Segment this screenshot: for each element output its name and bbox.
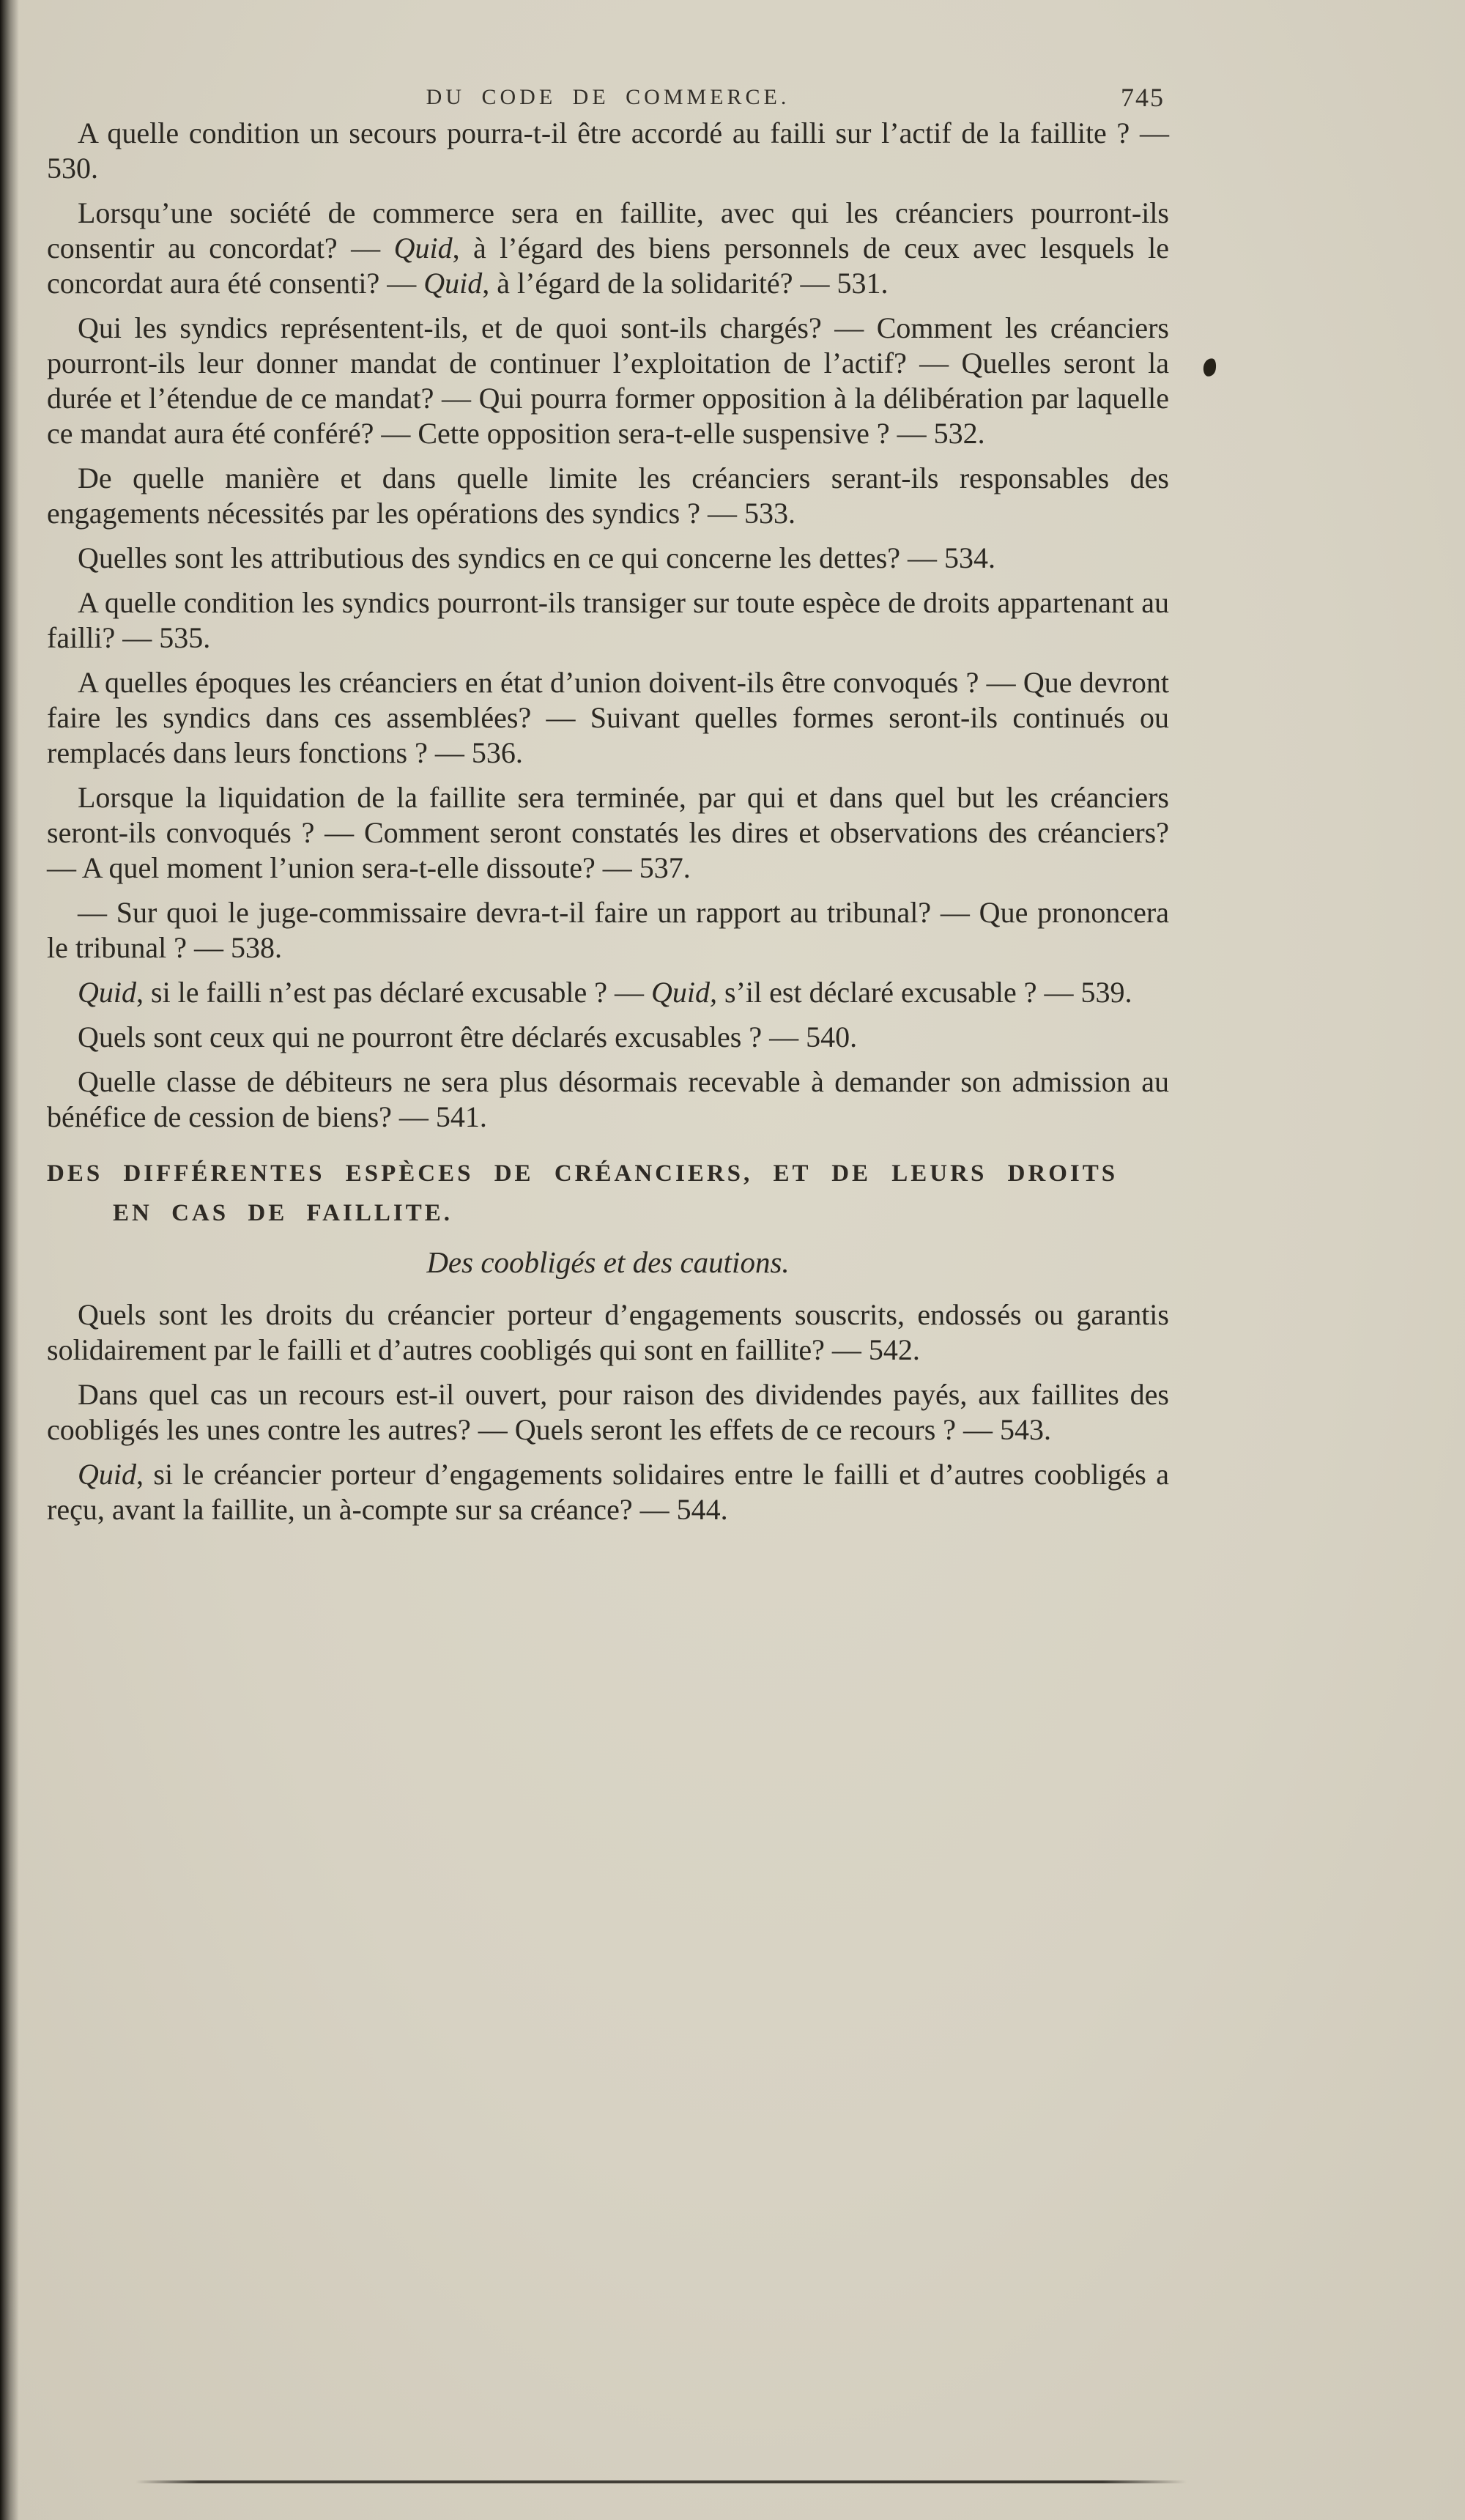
page-header — [47, 85, 1169, 117]
subsection-heading: Des coobligés et des cautions. — [426, 1245, 790, 1279]
paragraph — [47, 1020, 1169, 1055]
paragraph — [47, 585, 1169, 656]
paragraph — [47, 311, 1169, 451]
text-run: Quels sont les droits du créancier porteur d’engagements souscrits, endossés ou garantis solidairement par le failli et d’autres coobligés qui sont en faillite? — 542. — [47, 1298, 1169, 1366]
text-run: Quelle classe de débiteurs ne sera plus désormais recevable à demander son admission au bénéfice de cession de biens? — 541. — [47, 1065, 1169, 1133]
book-gutter-shadow — [0, 0, 19, 2520]
text-run: De quelle manière et dans quelle limite les créanciers serant-ils responsables des engagements nécessités par les opérations des syndics ? — 533. — [47, 462, 1169, 530]
text-run: s’il est déclaré excusable ? — 539. — [717, 976, 1132, 1009]
content-column — [47, 116, 1169, 1537]
text-run: , si le failli n’est pas déclaré excusable ? — — [136, 976, 652, 1009]
text-run: , si le créancier porteur d’engagements solidaires entre le failli et d’autres coobligés a reçu, avant la faillite, un à-compte sur sa créance? — 544. — [47, 1458, 1169, 1526]
paragraph — [47, 895, 1169, 966]
paragraph — [47, 1457, 1169, 1527]
text-run: A quelle condition les syndics pourront-ils transiger sur toute espèce de droits appartenant au failli? — 535. — [47, 586, 1169, 654]
section-heading-line: EN CAS DE FAILLITE. — [113, 1200, 453, 1226]
text-run: Quid, — [651, 976, 718, 1009]
page-number: 745 — [1121, 83, 1165, 112]
text-run: A quelle condition un secours pourra-t-il être accordé au failli sur l’actif de la faillite ? — 530. — [47, 116, 1169, 185]
paragraph — [47, 975, 1169, 1010]
text-run: Lorsqu’une société de commerce sera en faillite, avec qui les créanciers pourront-ils consentir au concordat? — — [47, 196, 1169, 264]
text-run: , à l’égard de la solidarité? — 531. — [482, 267, 889, 300]
text-run: , à l’égard des biens personnels de ceux avec lesquels le concordat aura été consenti? — — [47, 231, 1169, 300]
text-run: Quid — [78, 1458, 136, 1491]
paragraph — [47, 1297, 1169, 1368]
content-blocks — [47, 116, 1169, 1527]
paragraph — [47, 541, 1169, 576]
text-run: Dans quel cas un recours est-il ouvert, pour raison des dividendes payés, aux faillites des coobligés les unes contre les autres? — Quels seront les effets de ce recours ? — 543. — [47, 1378, 1169, 1446]
paragraph — [47, 196, 1169, 301]
paragraph — [47, 461, 1169, 531]
paragraph — [47, 1064, 1169, 1135]
text-run: Quels sont ceux qui ne pourront être déclarés excusables ? — 540. — [78, 1020, 858, 1053]
paragraph — [47, 665, 1169, 771]
bottom-scan-line — [136, 2480, 1187, 2483]
text-run: Lorsque la liquidation de la faillite sera terminée, par qui et dans quel but les créanciers seront-ils convoqués ? — Comment seront constatés les dires et observations des créanciers? — A quel moment l’union sera-t-elle dissoute? — 537. — [47, 781, 1169, 884]
text-run: Quid — [423, 267, 483, 300]
paragraph — [47, 116, 1169, 186]
text-run: Quid — [78, 976, 136, 1009]
text-run: A quelles époques les créanciers en état d’union doivent-ils être convoqués ? — Que devront faire les syndics dans ces assemblées? — Suivant quelles formes seront-ils continués ou remplacés dans leurs fonctions ? — 536. — [47, 666, 1169, 769]
ink-blot — [1202, 357, 1217, 377]
section-heading — [47, 1154, 1169, 1233]
text-run: — Sur quoi le juge-commissaire devra-t-il faire un rapport au tribunal? — Que prononcera le tribunal ? — 538. — [47, 896, 1169, 964]
paragraph — [47, 1377, 1169, 1448]
paragraph — [47, 780, 1169, 886]
text-run: Quelles sont les attributious des syndics en ce qui concerne les dettes? — 534. — [78, 541, 996, 574]
running-title: DU CODE DE COMMERCE. — [426, 85, 790, 109]
text-run: Qui les syndics représentent-ils, et de quoi sont-ils chargés? — Comment les créanciers pourront-ils leur donner mandat de continuer l’exploitation de l’actif? — Quelles seront la durée et l’étendue de ce mandat? — Qui pourra former opposition à la délibération par laquelle ce mandat aura été conféré? — Cette opposition sera-t-elle suspensive ? — 532. — [47, 311, 1169, 450]
section-heading-line: DES DIFFÉRENTES ESPÈCES DE CRÉANCIERS, ET DE LEURS DROITS — [47, 1160, 1119, 1187]
text-run: Quid — [393, 231, 453, 264]
